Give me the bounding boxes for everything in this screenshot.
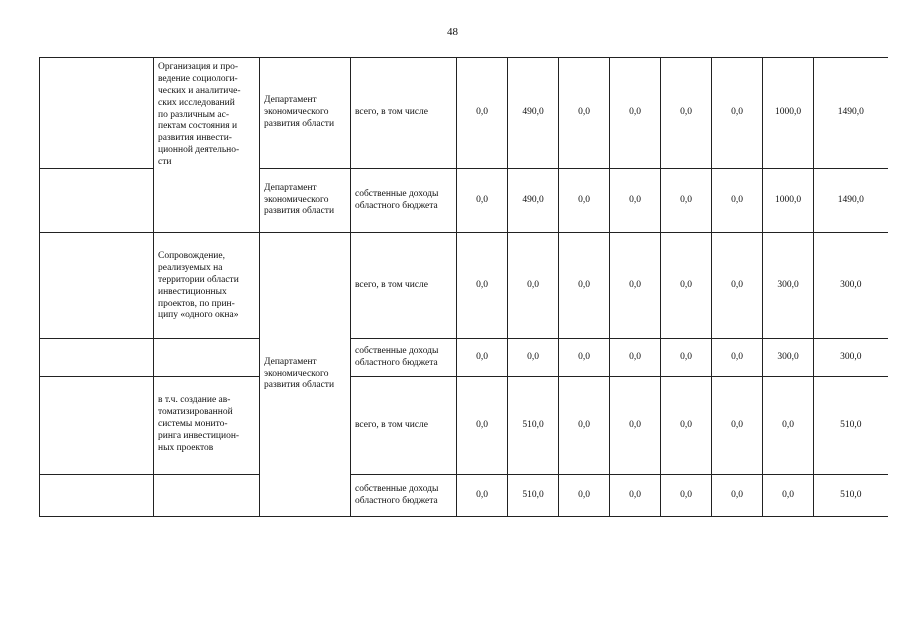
number-cell <box>40 233 154 339</box>
value-cell: 0,0 <box>763 475 814 517</box>
value-cell: 0,0 <box>457 58 508 169</box>
value-cell: 0,0 <box>508 233 559 339</box>
table-row <box>40 339 888 377</box>
value-cell: 0,0 <box>763 377 814 475</box>
budget-table <box>39 57 888 517</box>
value-cell: 300,0 <box>763 233 814 339</box>
value-cell: 0,0 <box>457 339 508 377</box>
value-cell: 0,0 <box>559 339 610 377</box>
table-row <box>40 58 888 169</box>
value-cell: 0,0 <box>508 339 559 377</box>
value-cell: 0,0 <box>559 475 610 517</box>
funding-source-cell: всего, в том числе <box>351 377 457 475</box>
value-cell: 0,0 <box>610 169 661 233</box>
total-cell: 300,0 <box>814 233 888 339</box>
value-cell: 0,0 <box>610 475 661 517</box>
number-cell <box>40 169 154 233</box>
department-cell: Департамент экономического развития области <box>260 233 351 517</box>
table-row <box>40 377 888 475</box>
funding-source-cell: собственные доходы областного бюджета <box>351 169 457 233</box>
value-cell: 0,0 <box>661 339 712 377</box>
value-cell: 510,0 <box>508 377 559 475</box>
department-cell: Департамент экономического развития области <box>260 58 351 169</box>
value-cell: 0,0 <box>559 377 610 475</box>
total-cell: 300,0 <box>814 339 888 377</box>
value-cell: 0,0 <box>712 58 763 169</box>
value-cell: 0,0 <box>559 169 610 233</box>
value-cell: 0,0 <box>457 475 508 517</box>
value-cell: 0,0 <box>661 475 712 517</box>
value-cell: 0,0 <box>712 377 763 475</box>
page-number: 48 <box>447 26 458 38</box>
value-cell: 1000,0 <box>763 58 814 169</box>
activity-cell <box>154 475 260 517</box>
total-cell: 510,0 <box>814 377 888 475</box>
total-cell: 510,0 <box>814 475 888 517</box>
value-cell: 0,0 <box>661 377 712 475</box>
value-cell: 0,0 <box>661 169 712 233</box>
funding-source-cell: собственные доходы областного бюджета <box>351 475 457 517</box>
funding-source-cell: всего, в том числе <box>351 233 457 339</box>
activity-cell: Организация и про- ведение социологи- ческих и аналитиче- ских исследований по различным ас- пектам состояния и развития инвести- ционной деятельно- сти <box>154 58 260 233</box>
number-cell <box>40 339 154 377</box>
funding-source-cell: собственные доходы областного бюджета <box>351 339 457 377</box>
value-cell: 0,0 <box>559 58 610 169</box>
value-cell: 0,0 <box>610 233 661 339</box>
department-cell: Департамент экономического развития области <box>260 169 351 233</box>
number-cell <box>40 475 154 517</box>
value-cell: 510,0 <box>508 475 559 517</box>
value-cell: 0,0 <box>610 339 661 377</box>
value-cell: 0,0 <box>610 377 661 475</box>
table-row <box>40 475 888 517</box>
funding-source-cell: всего, в том числе <box>351 58 457 169</box>
number-cell <box>40 58 154 169</box>
value-cell: 0,0 <box>712 233 763 339</box>
value-cell: 300,0 <box>763 339 814 377</box>
value-cell: 0,0 <box>661 233 712 339</box>
table-row <box>40 233 888 339</box>
value-cell: 0,0 <box>712 169 763 233</box>
activity-cell: Сопровождение, реализуемых на территории области инвестиционных проектов, по прин- ципу «одного окна» <box>154 233 260 339</box>
activity-cell <box>154 339 260 377</box>
total-cell: 1490,0 <box>814 58 888 169</box>
value-cell: 0,0 <box>661 58 712 169</box>
value-cell: 490,0 <box>508 169 559 233</box>
activity-cell: в т.ч. создание ав- томатизированной системы монито- ринга инвестицион- ных проектов <box>154 377 260 475</box>
value-cell: 1000,0 <box>763 169 814 233</box>
number-cell <box>40 377 154 475</box>
value-cell: 0,0 <box>457 377 508 475</box>
value-cell: 0,0 <box>712 339 763 377</box>
value-cell: 0,0 <box>457 169 508 233</box>
value-cell: 0,0 <box>559 233 610 339</box>
value-cell: 0,0 <box>610 58 661 169</box>
value-cell: 0,0 <box>457 233 508 339</box>
value-cell: 0,0 <box>712 475 763 517</box>
total-cell: 1490,0 <box>814 169 888 233</box>
value-cell: 490,0 <box>508 58 559 169</box>
